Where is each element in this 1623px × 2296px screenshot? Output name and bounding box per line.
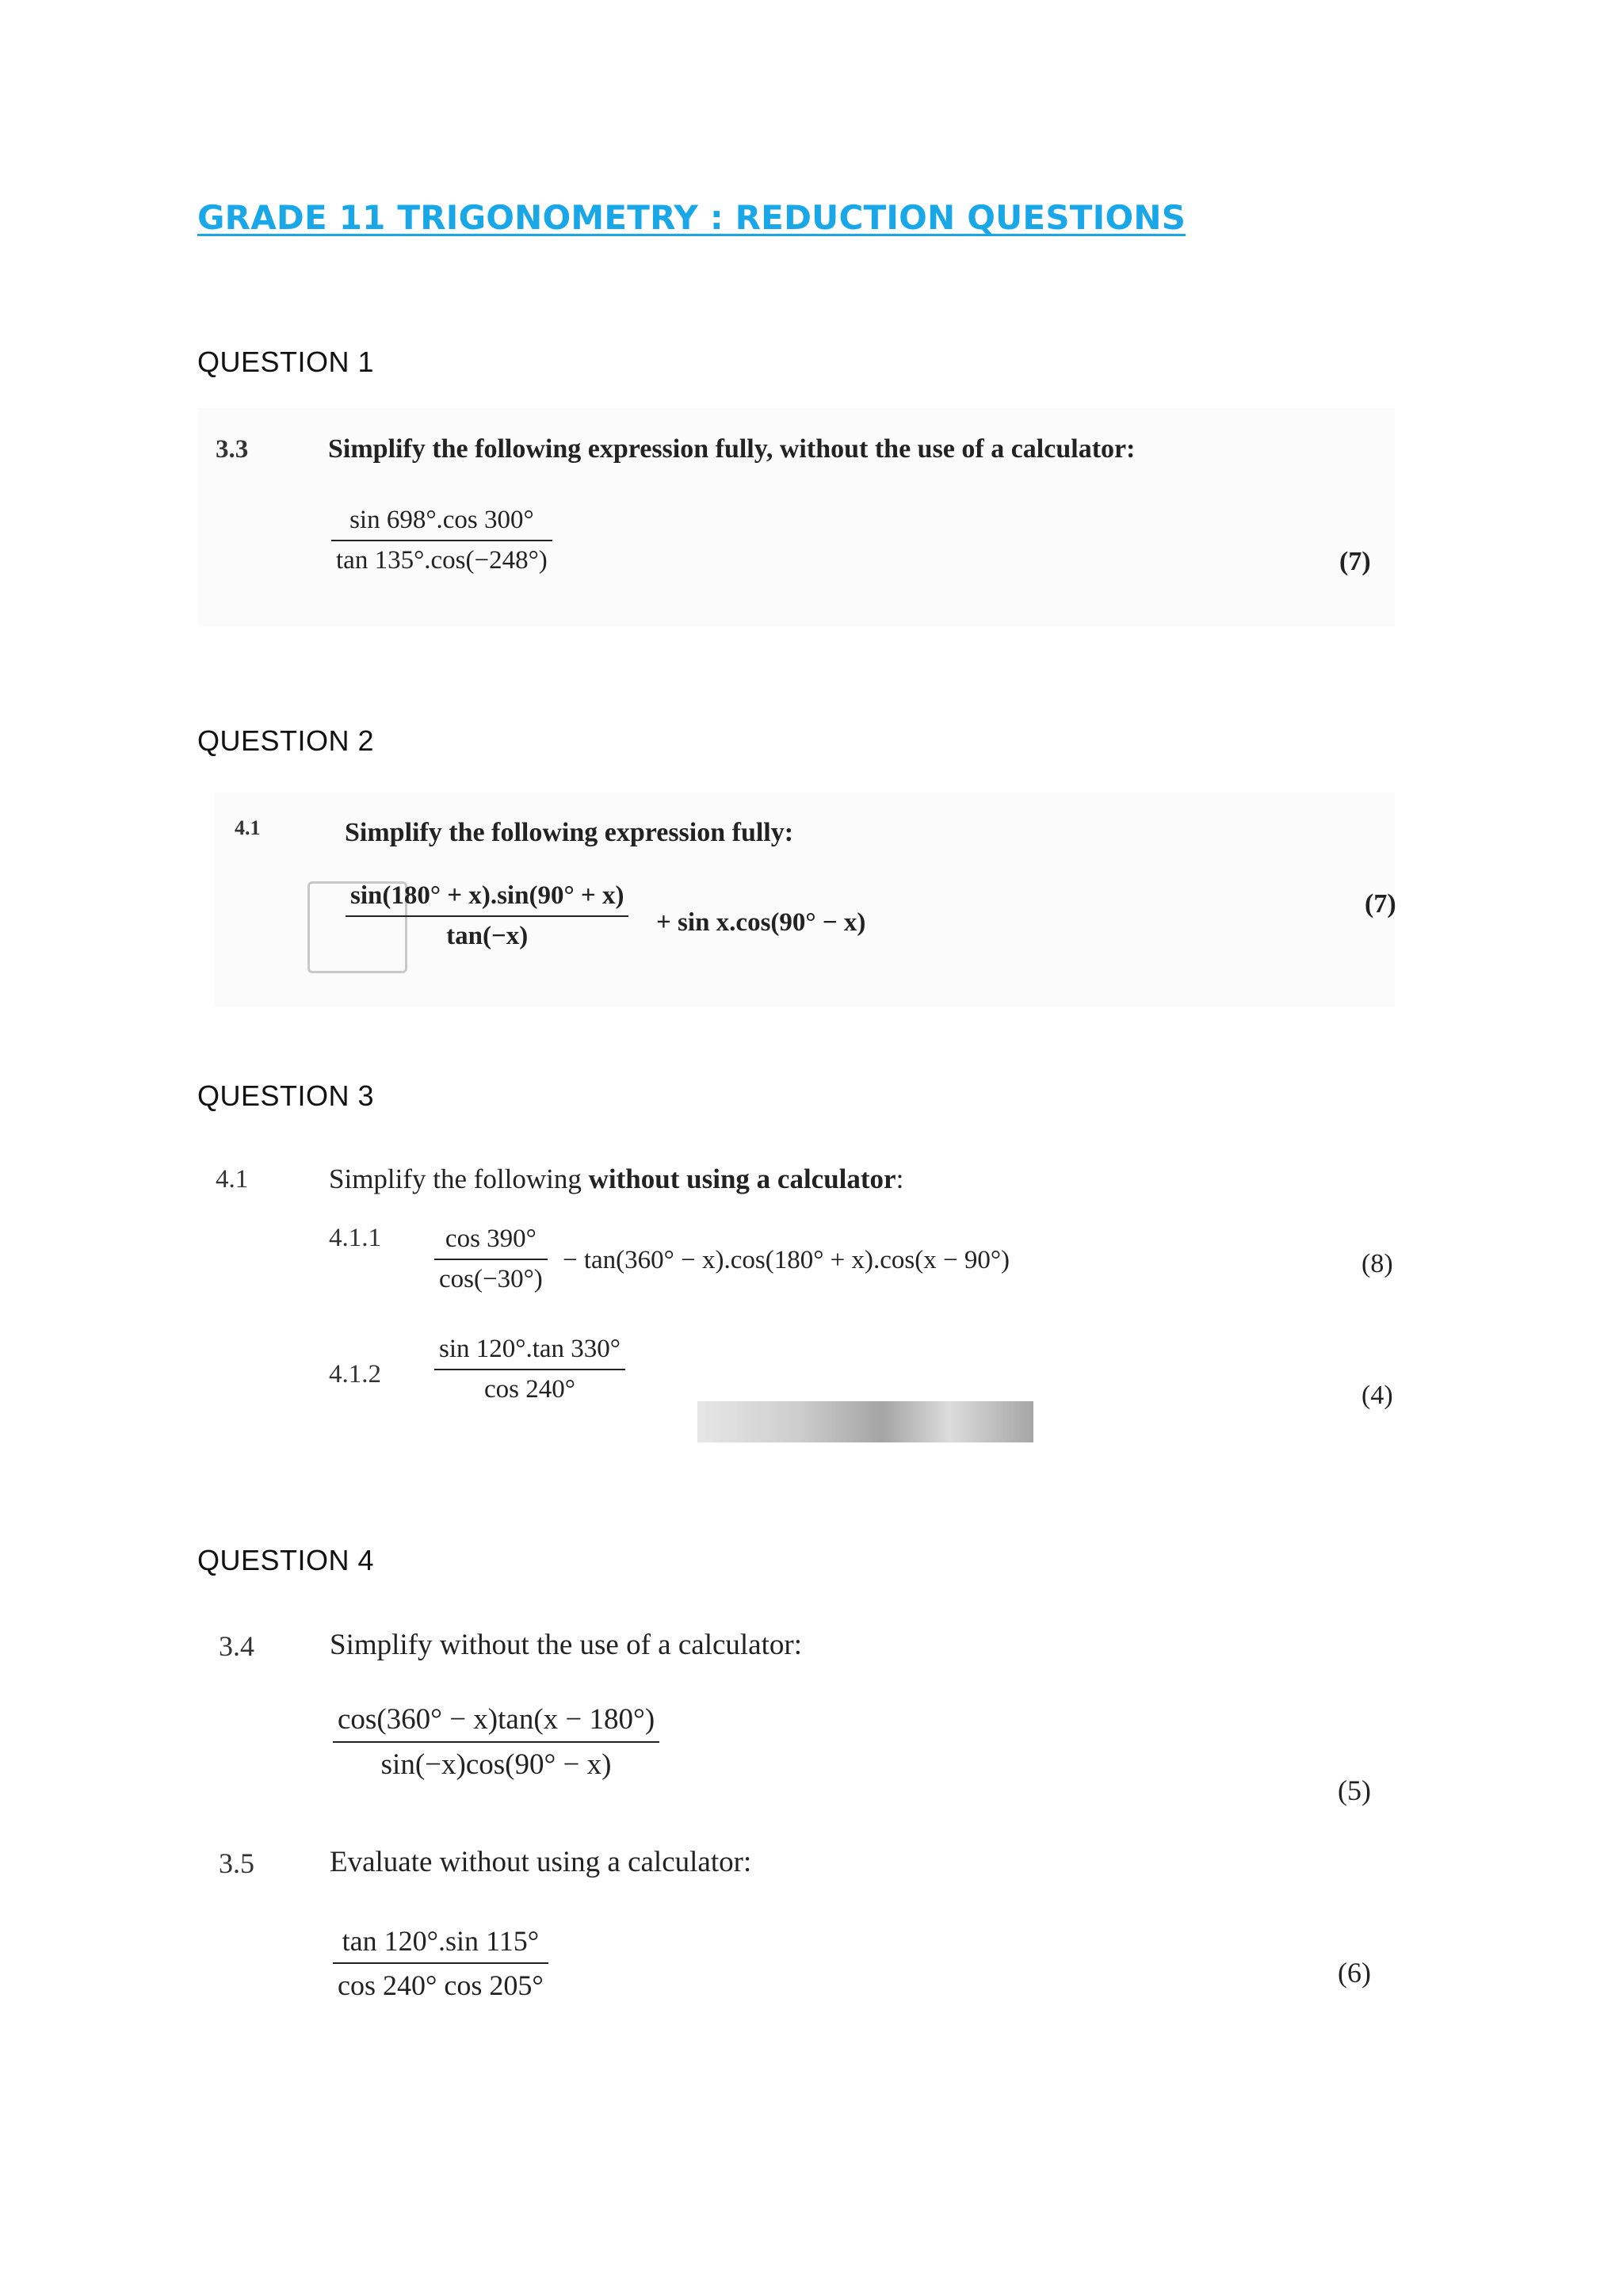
q4-part2-numerator: tan 120°.sin 115° [342, 1925, 540, 1957]
q2-marks: (7) [1365, 889, 1396, 919]
q2-instruction: Simplify the following expression fully: [345, 818, 794, 847]
q1-number: 3.3 [216, 435, 249, 464]
q3-instruction-plain: Simplify the following [329, 1163, 589, 1194]
page-title: GRADE 11 TRIGONOMETRY : REDUCTION QUESTIONS [197, 198, 1186, 237]
q4-part2-number: 3.5 [219, 1847, 254, 1879]
q1-denominator: tan 135°.cos(−248°) [336, 546, 548, 575]
q3-sub2-number: 4.1.2 [329, 1360, 381, 1389]
q4-part2-instruction: Evaluate without using a calculator: [330, 1846, 752, 1878]
q3-sub2-fraction [434, 1335, 625, 1404]
q3-sub1-fraction [434, 1224, 548, 1294]
q3-number: 4.1 [216, 1165, 249, 1194]
q2-denominator: tan(−x) [446, 922, 529, 950]
q3-instruction-bold: without using a calculator [588, 1163, 896, 1194]
q1-numerator: sin 698°.cos 300° [349, 506, 534, 534]
q1-instruction: Simplify the following expression fully, without the use of a calculator: [328, 434, 1136, 464]
q3-sub1-marks: (8) [1361, 1249, 1393, 1278]
q4-part1-numerator: cos(360° − x)tan(x − 180°) [338, 1703, 655, 1736]
question-4-heading: QUESTION 4 [197, 1544, 375, 1576]
q3-sub1-numerator: cos 390° [445, 1224, 537, 1253]
question-1-heading: QUESTION 1 [197, 346, 375, 378]
q3-instruction-end: : [896, 1163, 904, 1194]
question-2-heading: QUESTION 2 [197, 724, 375, 757]
question-3-heading: QUESTION 3 [197, 1079, 375, 1112]
q4-part2-fraction [333, 1924, 548, 2002]
q3-sub2-numerator: sin 120°.tan 330° [439, 1335, 621, 1363]
q4-part1-denominator: sin(−x)cos(90° − x) [380, 1748, 612, 1781]
q3-sub1-tail: − tan(360° − x).cos(180° + x).cos(x − 90°) [563, 1246, 1010, 1274]
q2-numerator: sin(180° + x).sin(90° + x) [350, 881, 624, 910]
q3-sub1-denominator: cos(−30°) [439, 1265, 543, 1293]
q1-fraction [331, 506, 552, 575]
q2-tail: + sin x.cos(90° − x) [656, 908, 866, 937]
q4-part1-instruction: Simplify without the use of a calculator: [330, 1629, 802, 1661]
q3-sub2-denominator: cos 240° [484, 1375, 575, 1404]
q3-sub1-number: 4.1.1 [329, 1224, 381, 1252]
q1-marks: (7) [1339, 547, 1371, 576]
q2-number: 4.1 [235, 816, 261, 839]
blurred-image-fragment [697, 1401, 1033, 1442]
q4-part1-marks: (5) [1338, 1775, 1371, 1806]
q3-instruction [329, 1163, 903, 1195]
q4-part1-fraction [333, 1702, 659, 1782]
q2-fraction [346, 881, 628, 951]
q4-part1-number: 3.4 [219, 1630, 254, 1662]
q4-part2-marks: (6) [1338, 1957, 1371, 1988]
q3-sub2-marks: (4) [1361, 1381, 1393, 1410]
q4-part2-denominator: cos 240° cos 205° [338, 1969, 544, 2001]
